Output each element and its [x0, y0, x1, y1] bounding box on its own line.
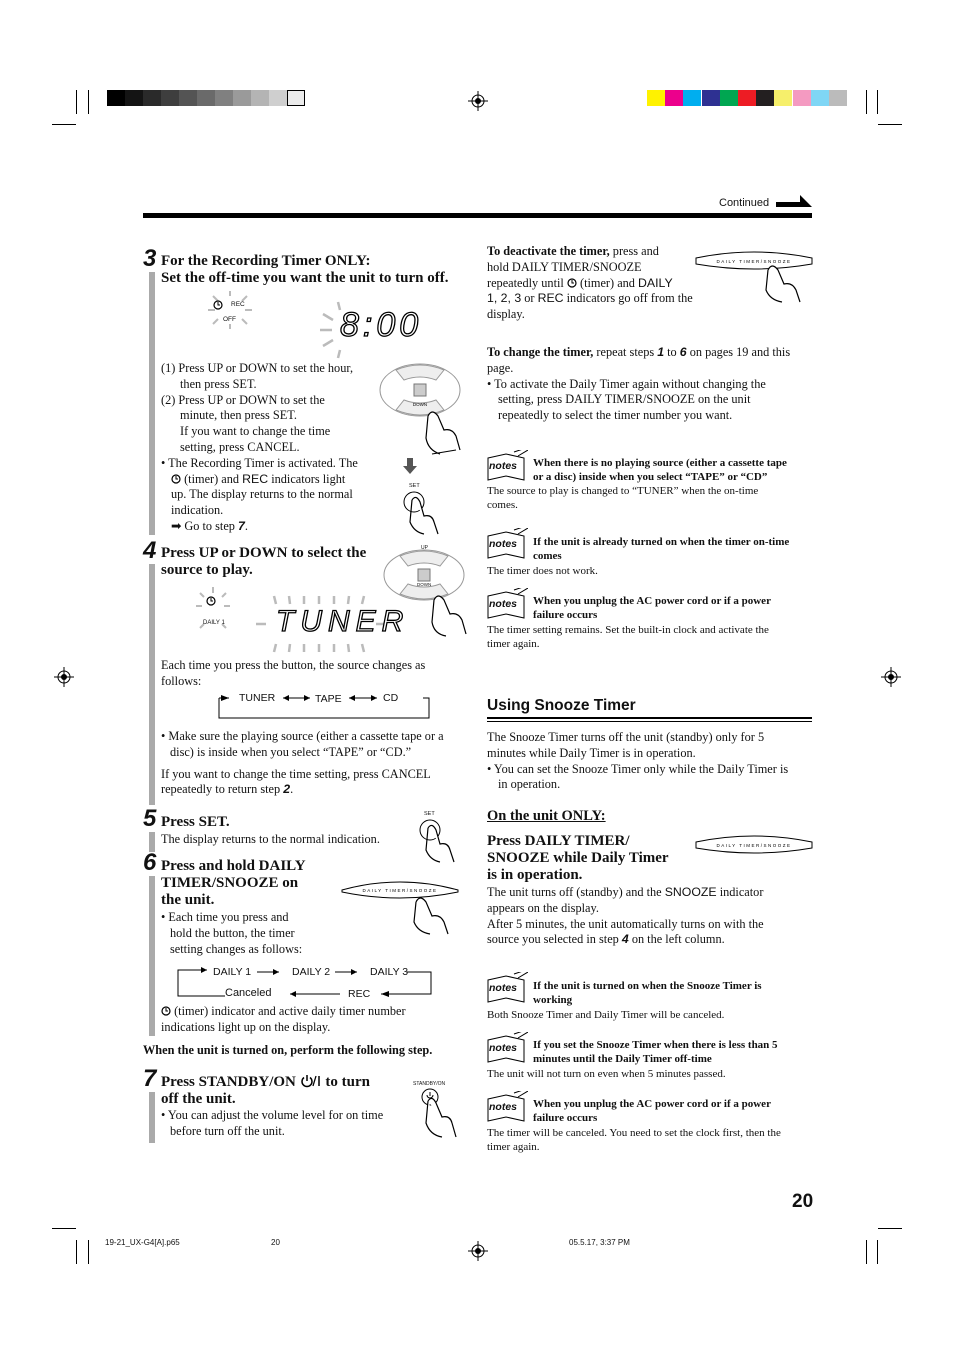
step7-bullet [161, 1108, 421, 1140]
note-body-line: The unit will not turn on even when 5 minutes passed. [487, 1068, 726, 1080]
note-body-line: The source to play is changed to “TUNER” when the on-time [487, 485, 759, 497]
gray-swatch [143, 90, 161, 106]
step-bar [149, 876, 155, 1036]
note-title-line: working [533, 994, 573, 1006]
timer-clock-icon [171, 474, 181, 484]
flow-cd: CD [383, 692, 399, 704]
instruction-line: If you want to change the time [180, 424, 331, 439]
heading-rule [487, 721, 812, 722]
unit-only-label: On the unit ONLY: [487, 808, 606, 824]
step-title-line: Press UP or DOWN to select the [161, 545, 367, 561]
step-bar [149, 272, 155, 535]
text-line: minutes while Daily Timer is in operation. [487, 745, 696, 760]
step3-instructions [161, 361, 401, 535]
text-span: (timer) and [579, 275, 635, 290]
snooze-section-heading: Using Snooze Timer [487, 697, 636, 714]
step-number: 6 [143, 849, 157, 876]
cycle-daily1: DAILY 1 [213, 966, 252, 978]
power-icon [300, 1074, 322, 1088]
bold-lead: To deactivate the timer, [487, 244, 610, 258]
note-body-line: Both Snooze Timer and Daily Timer will be canceled. [487, 1009, 725, 1021]
note-title [533, 535, 789, 563]
bullet-line: indication. [171, 503, 224, 518]
step-title [161, 545, 366, 579]
bullet-line: • Make sure the playing source (either a cassette tape or a [161, 729, 444, 743]
bullet-line: up. The display returns to the normal [171, 487, 353, 502]
gray-swatch [125, 90, 143, 106]
text-line: follows: [161, 673, 202, 688]
bullet-line: repeatedly to select the timer number you want. [498, 408, 733, 423]
text-span: to turn [325, 1074, 370, 1090]
down-arrow-icon [403, 458, 417, 474]
bullet-line: setting changes as follows: [170, 941, 303, 956]
text-span: source you selected in step [487, 932, 619, 947]
step-bar [149, 564, 155, 805]
text-span: on pages 19 and this [689, 345, 791, 359]
notes-icon [486, 588, 528, 622]
gray-swatch [251, 90, 269, 106]
step-bar [149, 1092, 155, 1143]
registration-mark-icon [468, 91, 488, 111]
text-line: Each time you press the button, the source changes as [161, 658, 426, 672]
text-span: indicators go off from the [566, 291, 693, 306]
snooze-indicator-text: SNOOZE [664, 885, 717, 899]
instruction-line: setting, press CANCEL. [180, 439, 300, 454]
registration-mark-icon [54, 667, 74, 687]
set-button-label: SET [409, 483, 420, 489]
when-on-instruction: When the unit is turned on, perform the following step. [143, 1043, 433, 1057]
note-title-line: If the unit is already turned on when the timer on-time [533, 536, 790, 548]
text-span: press and [612, 244, 659, 258]
lcd-rays-icon [205, 290, 255, 330]
text-span: on the left column. [631, 932, 725, 947]
step-title-line: TIMER/SNOOZE on [161, 875, 299, 891]
gray-swatch [197, 90, 215, 106]
note-body [487, 1008, 724, 1022]
crop-mark [76, 90, 77, 114]
color-swatch [756, 90, 774, 106]
crop-mark [88, 90, 89, 114]
daily-indicator-text: DAILY [638, 275, 673, 290]
gray-swatch [161, 90, 179, 106]
color-swatch [774, 90, 792, 106]
step-title-line: is in operation. [487, 867, 583, 883]
bullet-line: in operation. [498, 777, 561, 792]
text-line [487, 276, 707, 292]
svg-text:DOWN: DOWN [412, 402, 428, 407]
finger-press-icon [418, 410, 468, 458]
gray-swatch [233, 90, 251, 106]
text-line: hold DAILY TIMER/SNOOZE [487, 259, 642, 274]
color-swatch [702, 90, 720, 106]
crop-mark [866, 1240, 867, 1264]
bullet-line [161, 472, 401, 488]
step-title [161, 253, 448, 287]
step6-bullet [161, 910, 321, 957]
text-span: repeat steps [596, 345, 655, 359]
cycle-rec: REC [348, 988, 371, 1000]
crop-mark [878, 1228, 902, 1229]
note-title-line: comes [533, 550, 562, 562]
note-title [533, 594, 771, 622]
step-ref: 6 [679, 345, 687, 359]
flow-tuner: TUNER [239, 692, 276, 704]
daily-timer-snooze-button-icon [338, 876, 462, 936]
step-title-line: Press DAILY TIMER/ [487, 833, 630, 849]
svg-text:DAILY TIMER/SNOOZE: DAILY TIMER/SNOOZE [716, 843, 792, 848]
instruction-line: (1) Press UP or DOWN to set the hour, [161, 361, 354, 375]
bullet-line: • To activate the Daily Timer again without changing the [487, 376, 766, 391]
bullet-line: • You can set the Snooze Timer only while the Daily Timer is [487, 761, 789, 776]
color-swatch [720, 90, 738, 106]
bullet-line: hold the button, the timer [170, 925, 295, 940]
note-title-line: or a disc) inside when you select “TAPE” or “CD” [533, 471, 768, 483]
timer-clock-icon [567, 278, 577, 288]
note-body-line: timer again. [487, 638, 540, 650]
set-button-label: SET [424, 811, 435, 817]
text-line: If you want to change the time setting, press CANCEL [161, 766, 431, 781]
note-title [533, 1038, 778, 1066]
note-body-line: The timer does not work. [487, 565, 598, 577]
notes-icon [486, 972, 528, 1006]
text-line: The Snooze Timer turns off the unit (standby) only for 5 [487, 730, 765, 744]
step-title-line: off the unit. [161, 1091, 236, 1107]
cycle-daily2: DAILY 2 [292, 966, 331, 978]
instruction-line: (2) Press UP or DOWN to set the [161, 392, 325, 407]
bullet-line: • The Recording Timer is activated. The [161, 455, 358, 470]
crop-mark [52, 124, 76, 125]
text-span: or [524, 291, 535, 306]
step-title [161, 1074, 370, 1108]
standby-button-label: STANDBY/ON [413, 1081, 446, 1087]
deactivate-paragraph [487, 244, 707, 323]
lcd-daily-indicator: DAILY 1 [203, 620, 225, 626]
gray-swatch [287, 90, 305, 106]
registration-mark-icon [881, 667, 901, 687]
notes-label: notes [489, 982, 518, 994]
color-swatch [665, 90, 683, 106]
note-body-line: timer again. [487, 1141, 540, 1153]
source-change-text [161, 658, 461, 690]
notes-label: notes [489, 1042, 518, 1054]
footer-filename: 19-21_UX-G4[A].p65 [105, 1238, 180, 1247]
continued-arrow-icon [776, 193, 812, 209]
crop-mark [52, 1228, 76, 1229]
step-ref: 2 [283, 782, 291, 797]
bullet-line: • Each time you press and [161, 910, 289, 924]
notes-icon [486, 1032, 528, 1066]
timer-clock-icon [206, 596, 216, 606]
text-line [487, 885, 813, 901]
lcd-source-display: TUNER [276, 605, 410, 638]
color-swatch [793, 90, 811, 106]
note-body [487, 484, 758, 512]
note-title-line: When you unplug the AC power cord or if a power [533, 1098, 771, 1110]
text-span: (timer) and [184, 471, 240, 486]
rec-indicator-text: REC [537, 291, 564, 306]
text-span: (timer) indicator and active daily timer number [174, 1004, 406, 1018]
note-title-line: If the unit is turned on when the Snooze Timer is [533, 980, 762, 992]
note-title [533, 979, 762, 1007]
note-title [533, 456, 787, 484]
timer-clock-icon [161, 1006, 171, 1016]
note-title-line: failure occurs [533, 1112, 598, 1124]
gray-swatch [107, 90, 125, 106]
snooze-result [487, 885, 813, 948]
change-timer-paragraph [487, 345, 813, 424]
bullet-line: before turn off the unit. [170, 1123, 285, 1138]
down-button-label: DOWN [417, 582, 432, 587]
goto-text: ➡ Go to step [171, 518, 235, 533]
crop-mark [877, 90, 878, 114]
registration-mark-icon [468, 1241, 488, 1261]
text-line: page. [487, 360, 514, 375]
note-title-line: minutes until the Daily Timer off-time [533, 1053, 712, 1065]
crop-mark [76, 1240, 77, 1264]
note-title-line: When there is no playing source (either a cassette tape [533, 457, 787, 469]
bold-lead: To change the timer, [487, 345, 594, 359]
continued-label: Continued [719, 197, 770, 209]
page-number: 20 [792, 1191, 814, 1212]
note-body [487, 564, 598, 578]
color-swatch [683, 90, 701, 106]
step5-body: The display returns to the normal indication. [161, 832, 380, 846]
color-swatch [829, 90, 847, 106]
color-swatch [738, 90, 756, 106]
notes-icon [486, 1091, 528, 1125]
step-title: Press SET. [161, 814, 230, 830]
notes-icon [486, 528, 528, 562]
text-line: display. [487, 307, 525, 322]
cycle-daily3: DAILY 3 [370, 966, 409, 978]
text-span: Press STANDBY/ON [161, 1074, 296, 1090]
crop-mark [866, 90, 867, 114]
step-number: 3 [143, 245, 157, 272]
timer-clock-icon [213, 300, 223, 310]
text-span: The unit turns off (standby) and the [487, 885, 662, 899]
up-button-label: UP [421, 545, 428, 551]
text-line: indications light up on the display. [161, 1019, 331, 1034]
text-line [487, 291, 707, 307]
step-title-line: Set the off-time you want the unit to turn off. [161, 270, 449, 286]
step-title [161, 858, 306, 909]
daily-timer-snooze-button-icon [694, 250, 814, 304]
goto-step-number: 7 [238, 518, 245, 533]
step-title-line: Press and hold DAILY [161, 858, 306, 874]
text-line [487, 932, 813, 948]
color-swatch [811, 90, 829, 106]
step-ref: 4 [621, 932, 629, 947]
goto-line: ➡ Go to step 7. [171, 518, 248, 533]
lcd-rays-icon [193, 586, 233, 636]
instruction-line: then press SET. [180, 376, 257, 391]
instruction-line: minute, then press SET. [180, 408, 297, 423]
text-line [161, 1004, 461, 1020]
step-number: 5 [143, 805, 157, 832]
rec-indicator-text: REC [242, 471, 269, 486]
step-number: 4 [143, 537, 157, 564]
finger-press-icon [424, 594, 470, 638]
step-title-line [161, 1074, 370, 1091]
text-line [487, 244, 707, 260]
note-title-line: If you set the Snooze Timer when there is less than 5 [533, 1039, 778, 1051]
note-body [487, 1126, 781, 1154]
step-title-line: the unit. [161, 892, 215, 908]
text-line: repeatedly to return step 2. [161, 782, 294, 797]
note-body-line: The timer setting remains. Set the built-in clock and activate the [487, 624, 769, 636]
step-title-line: SNOOZE while Daily Timer [487, 850, 669, 866]
lcd-time-display: 8:00 [340, 306, 423, 344]
step-number: 7 [143, 1065, 157, 1092]
svg-text:DAILY TIMER/SNOOZE: DAILY TIMER/SNOOZE [716, 259, 792, 264]
gray-swatch [179, 90, 197, 106]
lcd-off-indicator: OFF [223, 316, 236, 323]
daily-numbers-text: 1, 2, 3 [487, 291, 522, 306]
footer-timestamp: 05.5.17, 3:37 PM [569, 1238, 630, 1247]
svg-text:DAILY TIMER/SNOOZE: DAILY TIMER/SNOOZE [362, 888, 438, 893]
step-title-line: source to play. [161, 562, 253, 578]
notes-label: notes [489, 598, 518, 610]
daily-timer-snooze-button-icon [694, 834, 814, 858]
snooze-intro [487, 730, 813, 793]
standby-button-press-icon [416, 1087, 462, 1139]
step-ref: 1 [657, 345, 665, 359]
footer-page-ref: 20 [271, 1238, 280, 1247]
set-button-press-icon [398, 490, 444, 536]
text-span: repeatedly until [487, 275, 564, 290]
bullet-line: • You can adjust the volume level for on time [161, 1108, 384, 1122]
lcd-rec-indicator: REC [231, 301, 245, 308]
header-rule [143, 213, 812, 218]
bullet-line: setting, press DAILY TIMER/SNOOZE on the unit [498, 392, 751, 407]
text-line: appears on the display. [487, 900, 599, 915]
text-line: After 5 minutes, the unit automatically turns on with the [487, 916, 764, 931]
note-title-line: When you unplug the AC power cord or if a power [533, 595, 771, 607]
notes-icon [486, 450, 528, 484]
gray-swatch [269, 90, 287, 106]
note-body-line: comes. [487, 499, 518, 511]
set-button-press-icon [414, 818, 460, 864]
text-span: indicator [719, 885, 764, 899]
crop-mark [878, 124, 902, 125]
bullet-line: disc) is inside when you select “TAPE” or “CD.” [170, 744, 412, 759]
snooze-step-title [487, 833, 669, 884]
note-body [487, 623, 769, 651]
cycle-canceled: Canceled [225, 987, 272, 999]
text-span: repeatedly to return step [161, 782, 281, 797]
notes-label: notes [489, 1101, 518, 1113]
step6-indicator-text [161, 1004, 461, 1036]
crop-mark [877, 1240, 878, 1264]
notes-label: notes [489, 538, 518, 550]
heading-rule [487, 717, 812, 719]
text-line [487, 345, 813, 361]
step4-notes [161, 729, 466, 798]
gray-swatch [215, 90, 233, 106]
crop-mark [88, 1240, 89, 1264]
note-body-line: The timer will be canceled. You need to set the clock first, then the [487, 1127, 781, 1139]
color-swatch [647, 90, 665, 106]
text-span: indicators light [271, 471, 346, 486]
step-title-line: For the Recording Timer ONLY: [161, 253, 371, 269]
note-title-line: failure occurs [533, 609, 598, 621]
note-title [533, 1097, 771, 1125]
notes-label: notes [489, 460, 518, 472]
note-body [487, 1067, 726, 1081]
flow-tape: TAPE [315, 693, 342, 705]
text-span: to [667, 345, 677, 359]
